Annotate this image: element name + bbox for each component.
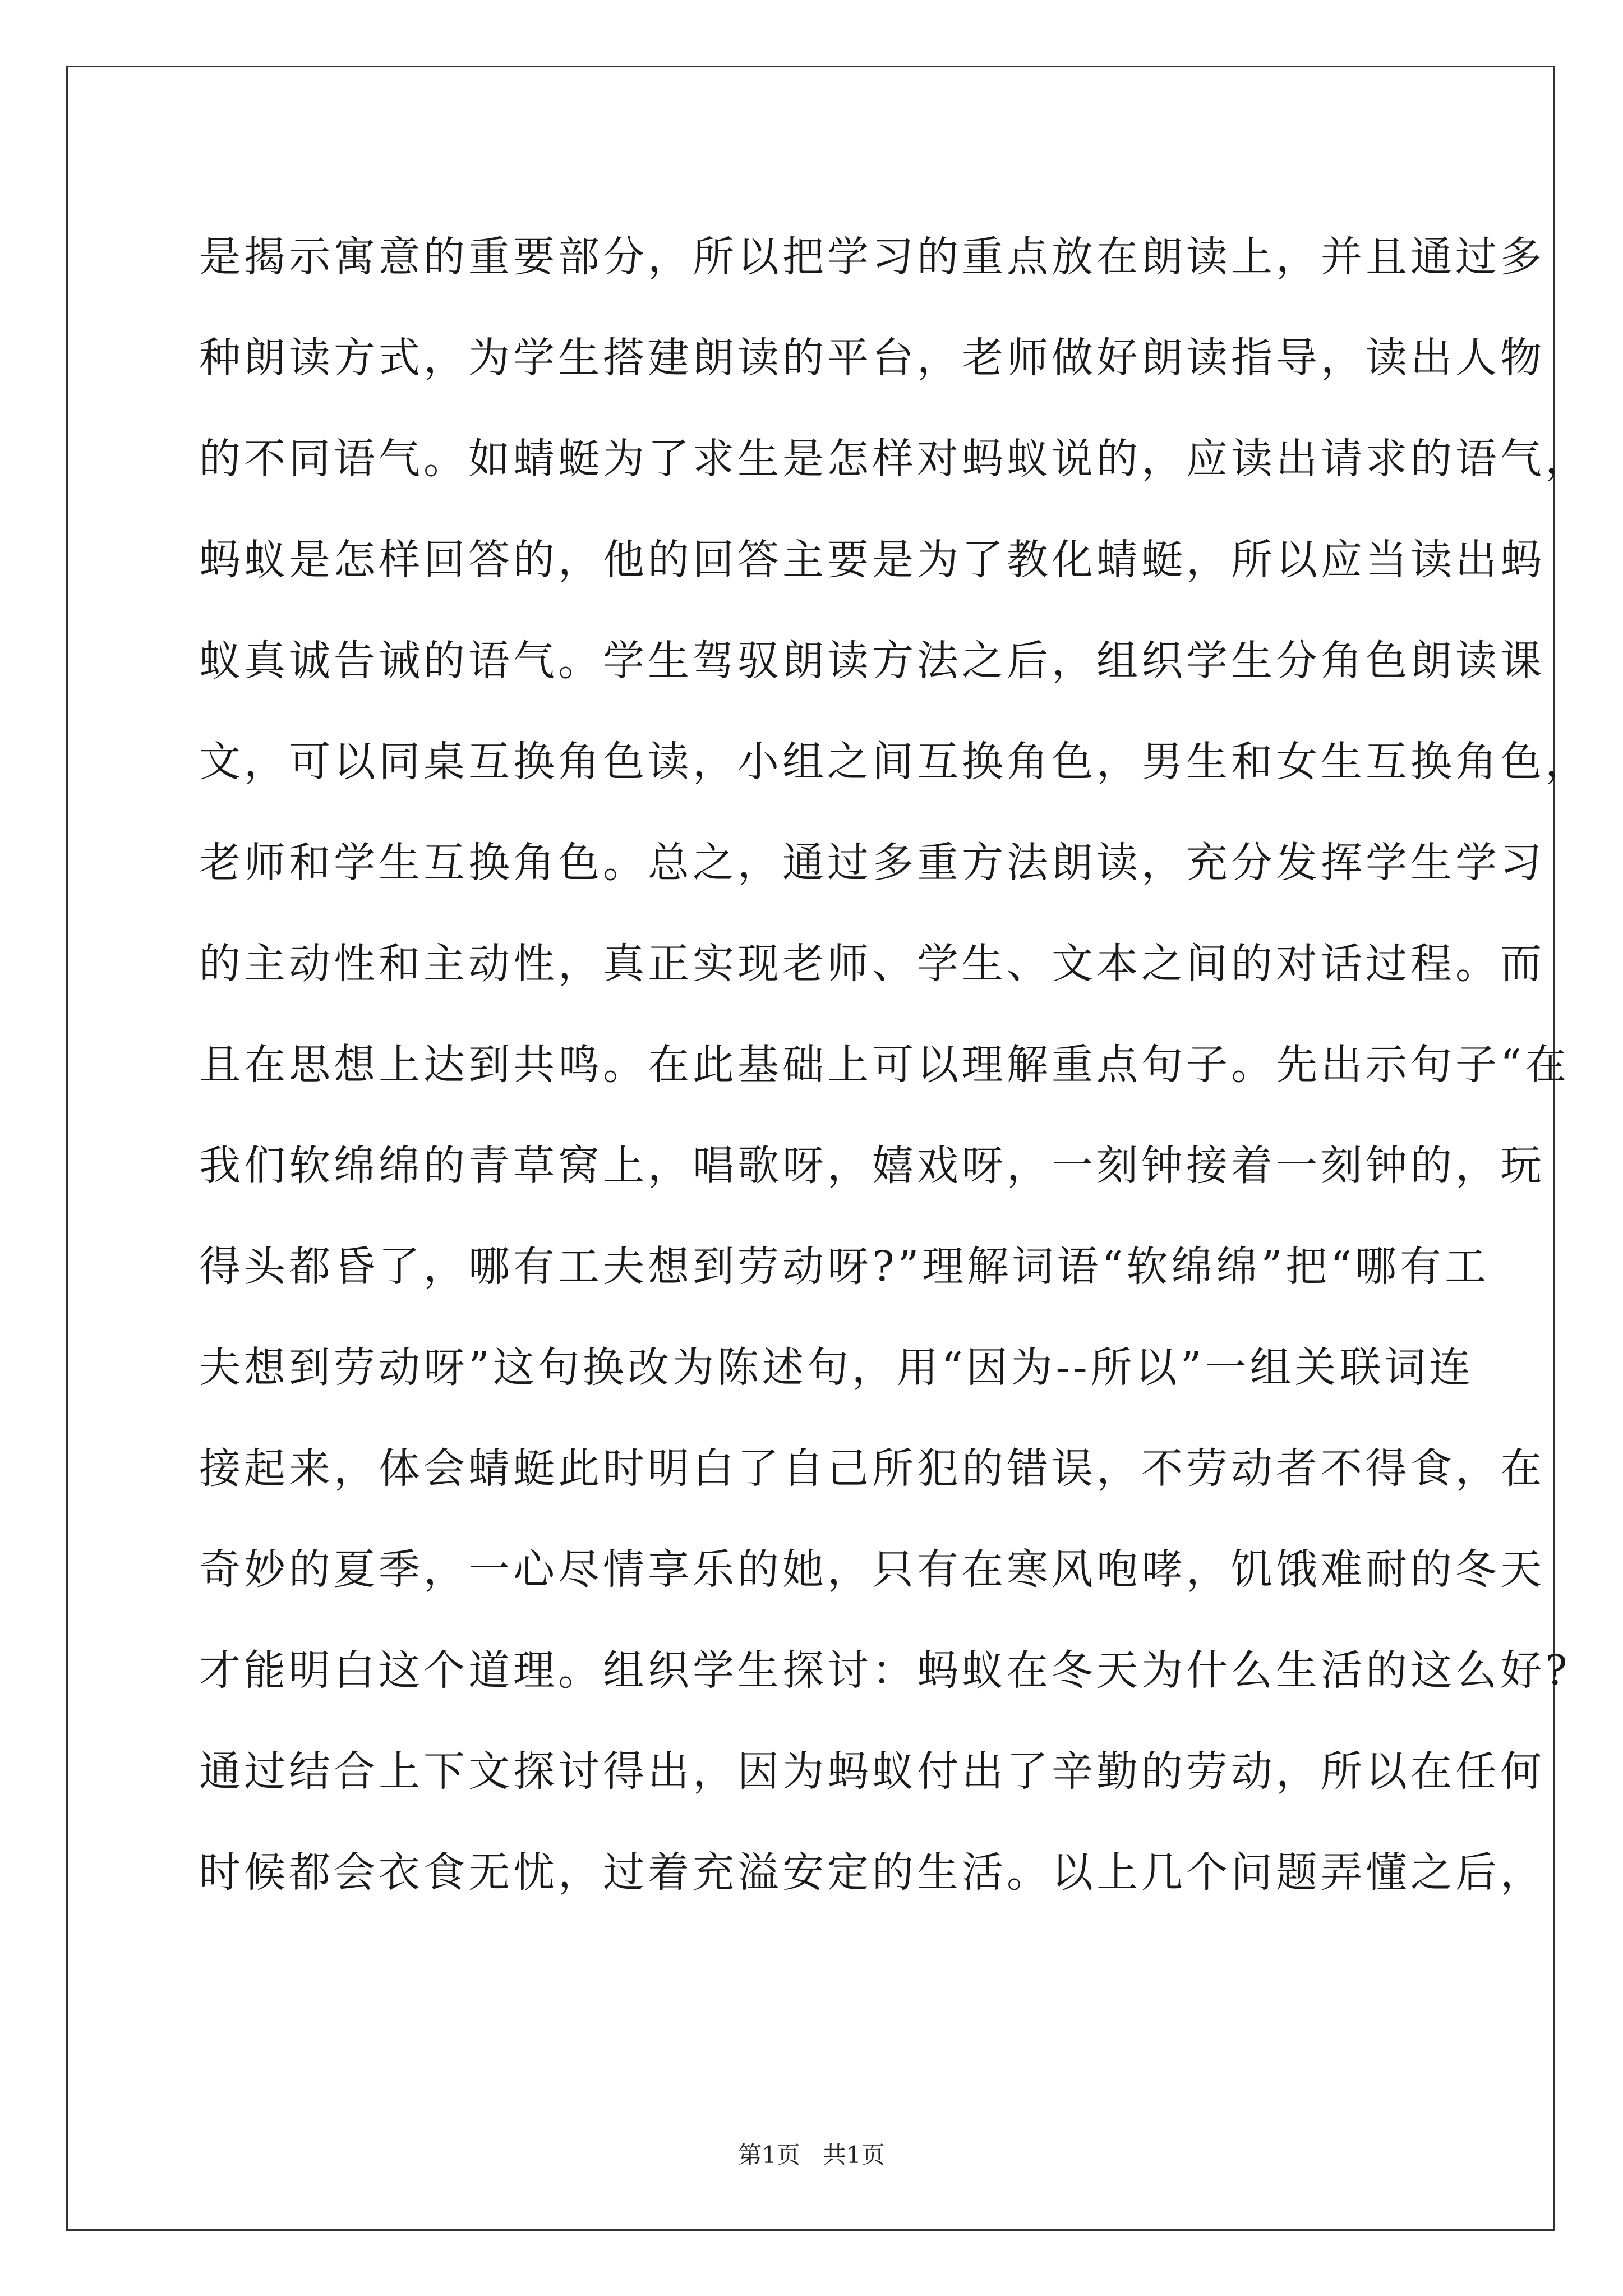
text-line: 文，可以同桌互换角色读，小组之间互换角色，男生和女生互换角色，: [199, 738, 1590, 786]
text-line: 才能明白这个道理。组织学生探讨：蚂蚁在冬天为什么生活的这么好?: [199, 1646, 1571, 1695]
page-total: 共1页: [823, 2141, 885, 2169]
text-line: 是揭示寓意的重要部分，所以把学习的重点放在朗读上，并且通过多: [199, 233, 1545, 281]
text-line: 我们软绵绵的青草窝上，唱歌呀，嬉戏呀，一刻钟接着一刻钟的，玩: [199, 1142, 1545, 1190]
page-footer: [0, 2138, 1623, 2172]
text-line: 接起来，体会蜻蜓此时明白了自己所犯的错误，不劳动者不得食，在: [199, 1444, 1545, 1493]
text-line: 的不同语气。如蜻蜓为了求生是怎样对蚂蚁说的，应读出请求的语气，: [199, 435, 1590, 483]
body-text: [199, 206, 1590, 1923]
text-line: 种朗读方式，为学生搭建朗读的平台，老师做好朗读指导，读出人物: [199, 334, 1545, 382]
text-line: 时候都会衣食无忧，过着充溢安定的生活。以上几个问题弄懂之后，: [199, 1848, 1545, 1897]
page-number: 第1页: [738, 2141, 800, 2169]
text-line: 奇妙的夏季，一心尽情享乐的她，只有在寒风咆哮，饥饿难耐的冬天: [199, 1545, 1545, 1594]
text-line: 得头都昏了，哪有工夫想到劳动呀?”理解词语“软绵绵”把“哪有工: [199, 1243, 1490, 1291]
text-line: 通过结合上下文探讨得出，因为蚂蚁付出了辛勤的劳动，所以在任何: [199, 1747, 1545, 1796]
text-line: 老师和学生互换角色。总之，通过多重方法朗读，充分发挥学生学习: [199, 839, 1545, 887]
text-line: 的主动性和主动性，真正实现老师、学生、文本之间的对话过程。而: [199, 940, 1545, 988]
text-line: 蚁真诚告诫的语气。学生驾驭朗读方法之后，组织学生分角色朗读课: [199, 637, 1545, 685]
text-line: 夫想到劳动呀”这句换改为陈述句，用“因为--所以”一组关联词连: [199, 1343, 1474, 1392]
text-line: 蚂蚁是怎样回答的，他的回答主要是为了教化蜻蜓，所以应当读出蚂: [199, 536, 1545, 584]
text-line: 且在思想上达到共鸣。在此基础上可以理解重点句子。先出示句子“在: [199, 1041, 1570, 1089]
